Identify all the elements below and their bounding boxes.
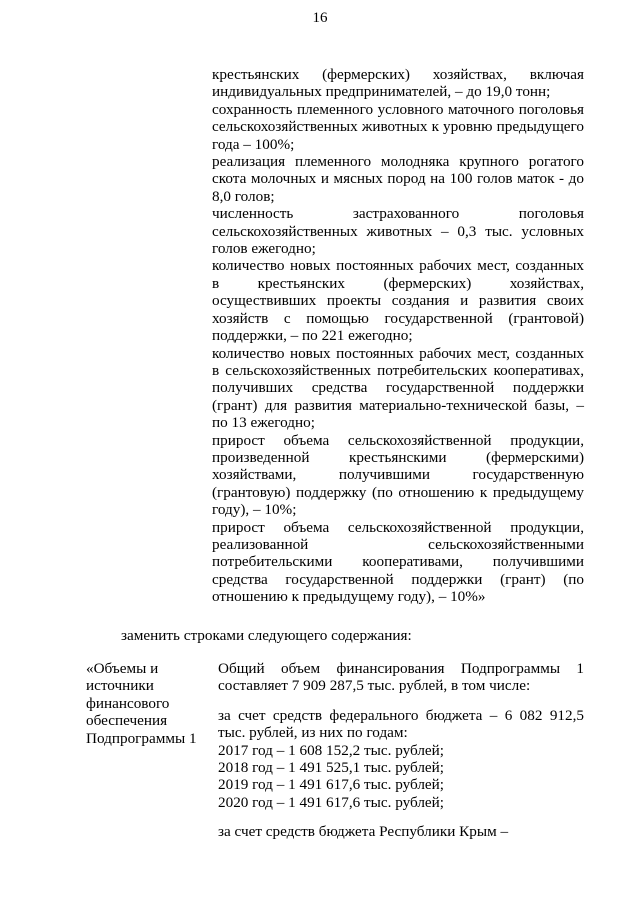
indicator-item: прирост объема сельскохозяйственной продукции, реализованной сельскохозяйственными потребительскими кооперативами, получившими средства государственной поддержки (грант) (по отношению к предыдущему году), – 10%» xyxy=(212,518,584,606)
indicator-list xyxy=(212,66,584,606)
indicator-item: количество новых постоянных рабочих мест, созданных в крестьянских (фермерских) хозяйствах, осуществивших проекты создания и развития своих хозяйств с помощью государственной (грантовой) поддержки, – по 221 ежегодно; xyxy=(212,257,584,345)
total-funding: Общий объем финансирования Подпрограммы 1 составляет 7 909 287,5 тыс. рублей, в том числе: xyxy=(218,660,584,695)
indicator-item: прирост объема сельскохозяйственной продукции, произведенной крестьянскими (фермерскими) хозяйствами, получившими государственную (грантовую) поддержку (по отношению к предыдущему году), – 10%; xyxy=(212,431,584,519)
year-funding: 2018 год – 1 491 525,1 тыс. рублей; xyxy=(218,759,445,777)
year-funding: 2020 год – 1 491 617,6 тыс. рублей; xyxy=(218,793,445,811)
year-funding: 2017 год – 1 608 152,2 тыс. рублей; xyxy=(218,741,445,759)
year-funding: 2019 год – 1 491 617,6 тыс. рублей; xyxy=(218,776,445,794)
indicator-item: численность застрахованного поголовья сельскохозяйственных животных – 0,3 тыс. условных голов ежегодно; xyxy=(212,205,584,258)
indicator-item: крестьянских (фермерских) хозяйствах, включая индивидуальных предпринимателей, – до 19,0 тонн; xyxy=(212,66,584,101)
indicator-item: количество новых постоянных рабочих мест, созданных в сельскохозяйственных потребительских кооперативах, получивших средства государственной поддержки (грант) для развития материально-технической базы, – по 13 ежегодно; xyxy=(212,344,584,432)
crimea-funding: за счет средств бюджета Республики Крым – xyxy=(218,823,509,841)
federal-funding: за счет средств федерального бюджета – 6 082 912,5 тыс. рублей, из них по годам: xyxy=(218,706,584,742)
indicator-item: реализация племенного молодняка крупного рогатого скота молочных и мясных пород на 100 голов маток - до 8,0 голов; xyxy=(212,153,584,205)
indicator-item: сохранность племенного условного маточного поголовья сельскохозяйственных животных к уровню предыдущего года – 100%; xyxy=(212,100,584,153)
funding-details xyxy=(218,660,584,841)
replace-instruction: заменить строками следующего содержания: xyxy=(121,627,412,644)
funding-label: «Объемы и источники финансового обеспечения Подпрограммы 1 xyxy=(86,660,197,747)
page-number: 16 xyxy=(312,10,328,26)
